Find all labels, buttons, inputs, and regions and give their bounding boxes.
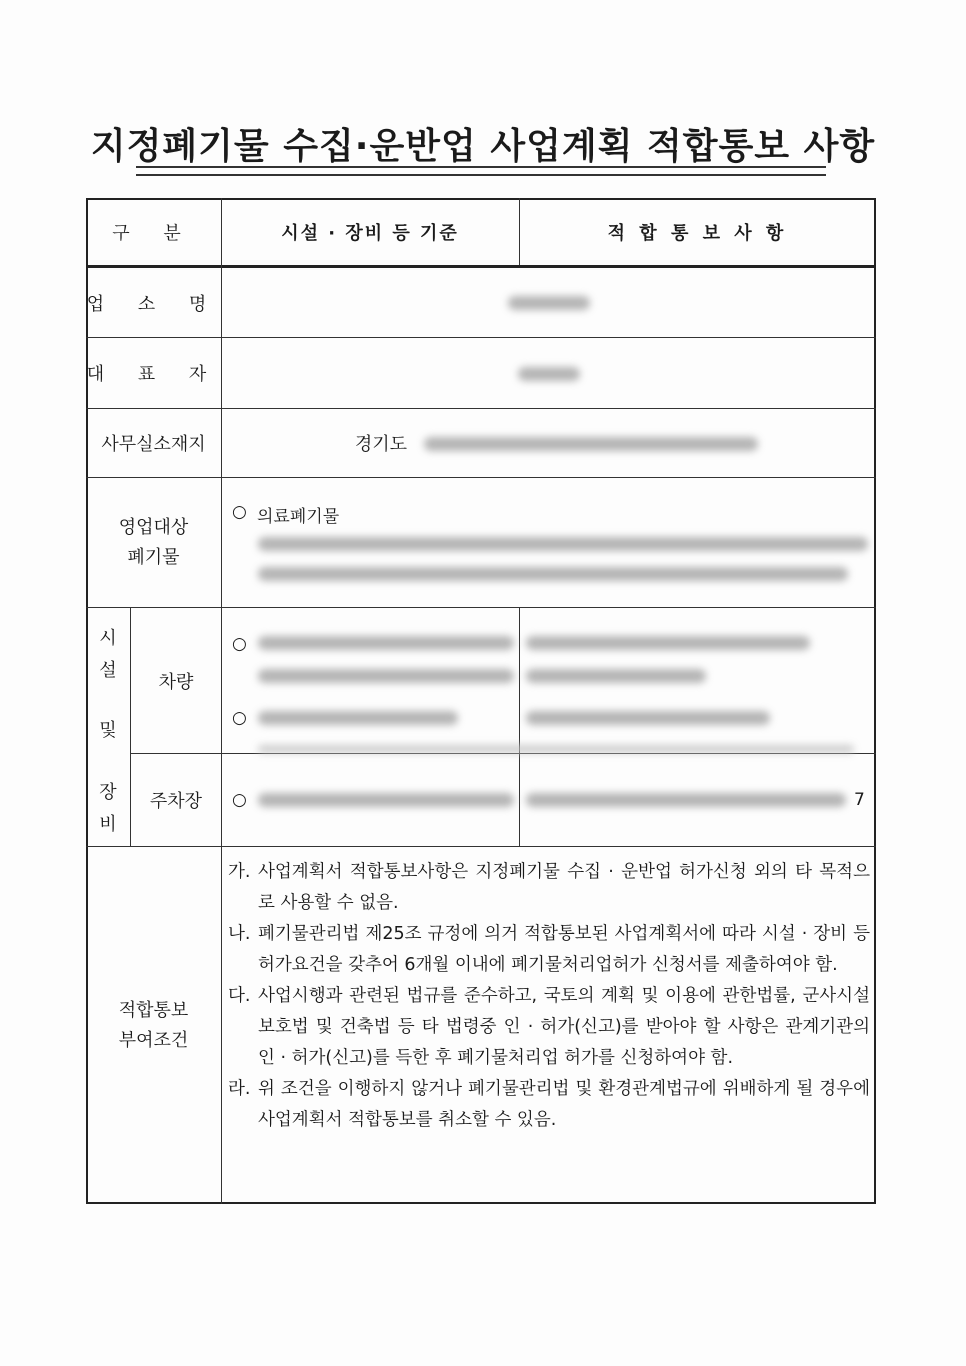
title-double-rule bbox=[136, 166, 826, 176]
waste-detail-redacted bbox=[258, 537, 868, 551]
parking-value-tail: 7 bbox=[854, 790, 865, 810]
vehicle-bullet: ○ bbox=[232, 634, 247, 654]
row-divider bbox=[130, 753, 876, 754]
condition-mark: 다. bbox=[228, 986, 251, 1006]
vehicle-notice-redacted bbox=[526, 636, 810, 650]
condition-text: 위 조건을 이행하지 않거나 폐기물관리법 및 환경관계법규에 위배하게 될 경우에 사업계획서 적합통보를 취소할 수 있음. bbox=[258, 1079, 870, 1130]
waste-label-line2: 폐기물 bbox=[127, 546, 180, 568]
vehicle-notice-redacted bbox=[526, 711, 770, 725]
conditions-label bbox=[86, 847, 221, 1204]
business-name-label: 업 소 명 bbox=[86, 293, 221, 315]
facility-label-char: 시 bbox=[99, 628, 117, 649]
business-name-redacted bbox=[508, 296, 590, 310]
col-divider bbox=[519, 607, 520, 846]
facility-label-char: 및 bbox=[99, 720, 117, 741]
header-criteria: 시설 · 장비 등 기준 bbox=[281, 222, 459, 244]
condition-item bbox=[228, 981, 870, 1074]
office-address-redacted bbox=[424, 437, 758, 451]
condition-text: 폐기물관리법 제25조 규정에 의거 적합통보된 사업계획서에 따라 시설 · 장비 등 허가요건을 갖추어 6개월 이내에 폐기물처리업허가 신청서를 제출하여야 함. bbox=[258, 924, 870, 975]
waste-bullet: ○ bbox=[232, 502, 247, 522]
vehicle-spec-redacted bbox=[258, 669, 514, 683]
document-title: 지정폐기물 수집·운반업 사업계획 적합통보 사항 bbox=[90, 126, 876, 167]
condition-text: 사업시행과 관련된 법규를 준수하고, 국토의 계획 및 이용에 관한법률, 군사시설보호법 및 건축법 등 타 법령중 인 · 허가(신고)를 받아야 할 사항은 관계기관의 인 · 허가(신고)를 득한 후 폐기물처리업 허가를 신청하여야 함. bbox=[258, 986, 870, 1068]
waste-detail-redacted bbox=[258, 567, 848, 581]
conditions-list bbox=[228, 857, 870, 1136]
vehicle-divider-redacted bbox=[258, 745, 854, 753]
waste-label bbox=[86, 478, 221, 607]
condition-mark: 가. bbox=[228, 862, 251, 882]
condition-mark: 라. bbox=[228, 1079, 251, 1099]
waste-label-line1: 영업대상 bbox=[118, 516, 189, 538]
parking-bullet: ○ bbox=[232, 790, 247, 810]
representative-redacted bbox=[518, 367, 580, 381]
waste-item: 의료폐기물 bbox=[257, 507, 340, 527]
office-label: 사무실소재지 bbox=[101, 434, 206, 455]
condition-mark: 나. bbox=[228, 924, 251, 944]
facility-label-char: 설 bbox=[99, 660, 117, 681]
header-category: 구 분 bbox=[112, 222, 195, 244]
parking-notice-redacted bbox=[526, 793, 846, 807]
conditions-label-line2: 부여조건 bbox=[118, 1029, 189, 1051]
parking-label: 주차장 bbox=[149, 791, 203, 812]
office-value-prefix: 경기도 bbox=[354, 434, 408, 455]
vehicle-bullet: ○ bbox=[232, 708, 247, 728]
vehicle-notice-redacted bbox=[526, 669, 706, 683]
parking-spec-redacted bbox=[258, 793, 514, 807]
condition-item bbox=[228, 919, 870, 981]
vehicle-spec-redacted bbox=[258, 636, 514, 650]
condition-item bbox=[228, 1074, 870, 1136]
vehicle-label: 차량 bbox=[158, 671, 194, 693]
vehicle-spec-redacted bbox=[258, 711, 458, 725]
facility-label-char: 장 bbox=[99, 782, 117, 803]
conditions-label-line1: 적합통보 bbox=[118, 999, 189, 1021]
representative-label: 대 표 자 bbox=[86, 364, 221, 385]
header-notice: 적 합 통 보 사 항 bbox=[607, 222, 788, 244]
facility-label-char: 비 bbox=[99, 814, 117, 835]
condition-text: 사업계획서 적합통보사항은 지정폐기물 수집 · 운반업 허가신청 외의 타 목적으로 사용할 수 없음. bbox=[258, 862, 870, 913]
col-divider bbox=[221, 198, 222, 1204]
condition-item bbox=[228, 857, 870, 919]
